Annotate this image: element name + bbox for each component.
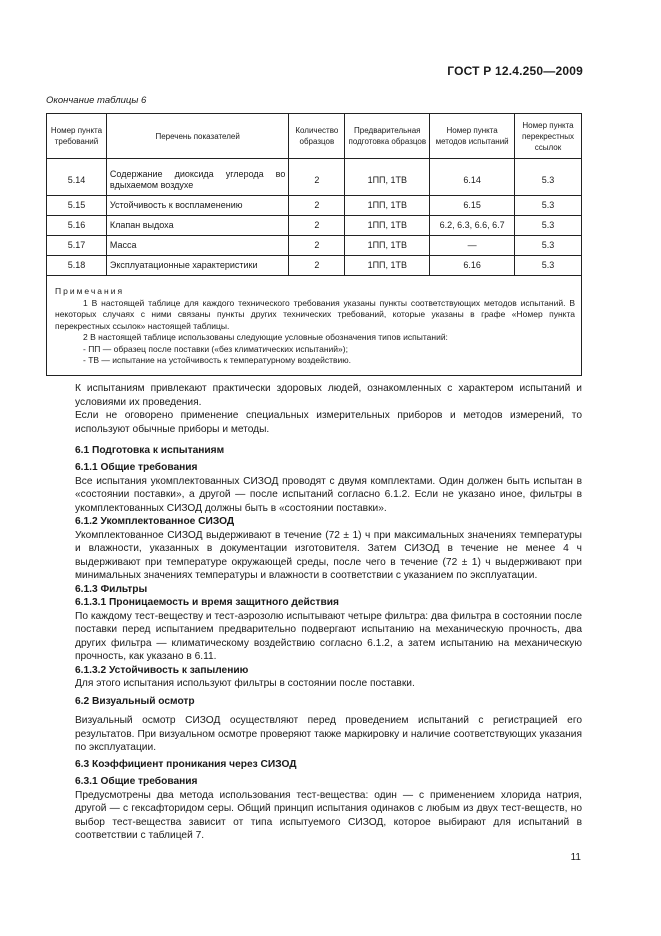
- table-row: [47, 165, 582, 196]
- section-6-3-1: [75, 775, 582, 843]
- cell-method: —: [430, 236, 515, 256]
- heading-6-1-1: 6.1.1 Общие требования: [75, 462, 198, 473]
- page-number: 11: [570, 852, 581, 863]
- section-6-3: [75, 758, 582, 772]
- col-header-req-no: Номер пункта требований: [47, 114, 107, 159]
- cell-crossref: 5.3: [515, 196, 582, 216]
- cell-crossref: 5.3: [515, 216, 582, 236]
- body-text: [75, 382, 582, 436]
- col-header-cross-ref: Номер пункта перекрестных ссылок: [515, 114, 582, 159]
- cell-req-no: 5.15: [47, 196, 107, 216]
- heading-6-2: 6.2 Визуальный осмотр: [75, 696, 195, 707]
- heading-6-3: 6.3 Коэффициент проникания через СИЗОД: [75, 759, 297, 770]
- note-2-item-tv: - ТВ — испытание на устойчивость к температурному воздействию.: [83, 355, 351, 365]
- cell-prep: 1ПП, 1ТВ: [345, 216, 430, 236]
- cell-req-no: 5.16: [47, 216, 107, 236]
- cell-prep: 1ПП, 1ТВ: [345, 236, 430, 256]
- cell-prep: 1ПП, 1ТВ: [345, 256, 430, 276]
- heading-6-3-1: 6.3.1 Общие требования: [75, 776, 198, 787]
- document-code: ГОСТ Р 12.4.250—2009: [447, 64, 583, 78]
- col-header-sample-count: Количество образцов: [289, 114, 345, 159]
- paragraph: Укомплектованное СИЗОД выдерживают в течение (72 ± 1) ч при максимальных значениях температуры и влажности, указанных в документации изготовителя. Затем СИЗОД в течение не менее 4 ч выдерживают при температуре окружающей среды, после чего в течение (72 ± 1) ч выдерживают при минимальных значениях температуры и влажности в соответствии с указанием по эксплуатации.: [75, 529, 582, 581]
- cell-req-no: 5.14: [47, 165, 107, 196]
- cell-count: 2: [289, 165, 345, 196]
- cell-method: 6.2, 6.3, 6.6, 6.7: [430, 216, 515, 236]
- table-row: [47, 256, 582, 276]
- heading-6-1-2: 6.1.2 Укомплектованное СИЗОД: [75, 516, 235, 527]
- heading-6-1-3-1: 6.1.3.1 Проницаемость и время защитного действия: [75, 597, 339, 608]
- table-row: [47, 196, 582, 216]
- cell-req-no: 5.18: [47, 256, 107, 276]
- cell-prep: 1ПП, 1ТВ: [345, 165, 430, 196]
- cell-method: 6.16: [430, 256, 515, 276]
- cell-method: 6.15: [430, 196, 515, 216]
- cell-count: 2: [289, 216, 345, 236]
- table-row: [47, 236, 582, 256]
- notes-title: Примечания: [55, 286, 125, 296]
- cell-count: 2: [289, 196, 345, 216]
- note-2: 2 В настоящей таблице использованы следующие условные обозначения типов испытаний:: [83, 332, 448, 342]
- table-row: [47, 216, 582, 236]
- cell-crossref: 5.3: [515, 236, 582, 256]
- paragraph: По каждому тест-веществу и тест-аэрозолю испытывают четыре фильтра: два фильтра в состоянии после поставки перед испытанием предварительно подвергают испытанию на механическую прочность, два других фильтра — климатическому воздействию согласно 6.1.2, а затем испытанию на механическую прочность, как указано в 6.11.: [75, 610, 582, 662]
- paragraph: Для этого испытания используют фильтры в состоянии после поставки.: [75, 678, 415, 689]
- section-6-1-1: [75, 461, 582, 691]
- paragraph: Все испытания укомплектованных СИЗОД проводят с двумя комплектами. Один должен быть испытан в «состоянии поставки», а другой — после испытаний согласно 6.1.2. Если не указано иное, фильтры в укомплектованных СИЗОД должны быть в «состоянии поставки».: [75, 475, 582, 514]
- heading-6-1-3: 6.1.3 Фильтры: [75, 583, 148, 595]
- col-header-preparation: Предварительная подготовка образцов: [345, 114, 430, 159]
- paragraph: Визуальный осмотр СИЗОД осуществляют перед проведением испытаний с регистрацией его результатов. При визуальном осмотре проверяют также маркировку и наличие соответствующих указания по эксплуатации.: [75, 715, 582, 753]
- cell-prep: 1ПП, 1ТВ: [345, 196, 430, 216]
- paragraph: К испытаниям привлекают практически здоровых людей, ознакомленных с характером испытаний и условиями их проведения.: [75, 383, 582, 408]
- section-6-2-text: [75, 714, 582, 755]
- cell-indicator: Устойчивость к воспламенению: [106, 196, 288, 216]
- cell-indicator: Эксплуатационные характеристики: [106, 256, 288, 276]
- cell-method: 6.14: [430, 165, 515, 196]
- heading-6-1: 6.1 Подготовка к испытаниям: [75, 445, 225, 456]
- section-6-1: [75, 444, 582, 458]
- table-notes: [47, 276, 582, 376]
- requirements-table: [46, 113, 582, 376]
- paragraph: Предусмотрены два метода использования тест-вещества: один — с применением хлорида натрия, другой — с гексафторидом серы. Общий принцип испытания одинаков с любым из двух тест-веществ, но выбор тест-вещества зависит от типа испытуемого СИЗОД, которое выбирают для испытаний в соответствии с таблицей 7.: [75, 789, 582, 841]
- note-1: 1 В настоящей таблице для каждого технического требования указаны пункты соответствующих методов испытаний. В некоторых случаях с ними связаны пункты других технических требований, которые указаны в графе «Номер пункта перекрестных ссылок» настоящей таблицы.: [55, 297, 575, 331]
- table-header-row: [47, 114, 582, 159]
- table-caption: Окончание таблицы 6: [46, 95, 147, 106]
- heading-6-1-3-2: 6.1.3.2 Устойчивость к запылению: [75, 664, 249, 676]
- note-2-item-pp: - ПП — образец после поставки («без климатических испытаний»);: [83, 343, 348, 354]
- cell-crossref: 5.3: [515, 165, 582, 196]
- paragraph: Если не оговорено применение специальных измерительных приборов и методов измерений, то используют обычные приборы и методы.: [75, 410, 582, 435]
- cell-count: 2: [289, 256, 345, 276]
- col-header-indicators: Перечень показателей: [106, 114, 288, 159]
- col-header-method-no: Номер пункта методов испытаний: [430, 114, 515, 159]
- cell-crossref: 5.3: [515, 256, 582, 276]
- section-6-2: [75, 695, 582, 709]
- cell-indicator: Клапан выдоха: [106, 216, 288, 236]
- cell-req-no: 5.17: [47, 236, 107, 256]
- cell-count: 2: [289, 236, 345, 256]
- cell-indicator: Масса: [106, 236, 288, 256]
- cell-indicator: Содержание диоксида углерода во вдыхаемом воздухе: [106, 165, 288, 196]
